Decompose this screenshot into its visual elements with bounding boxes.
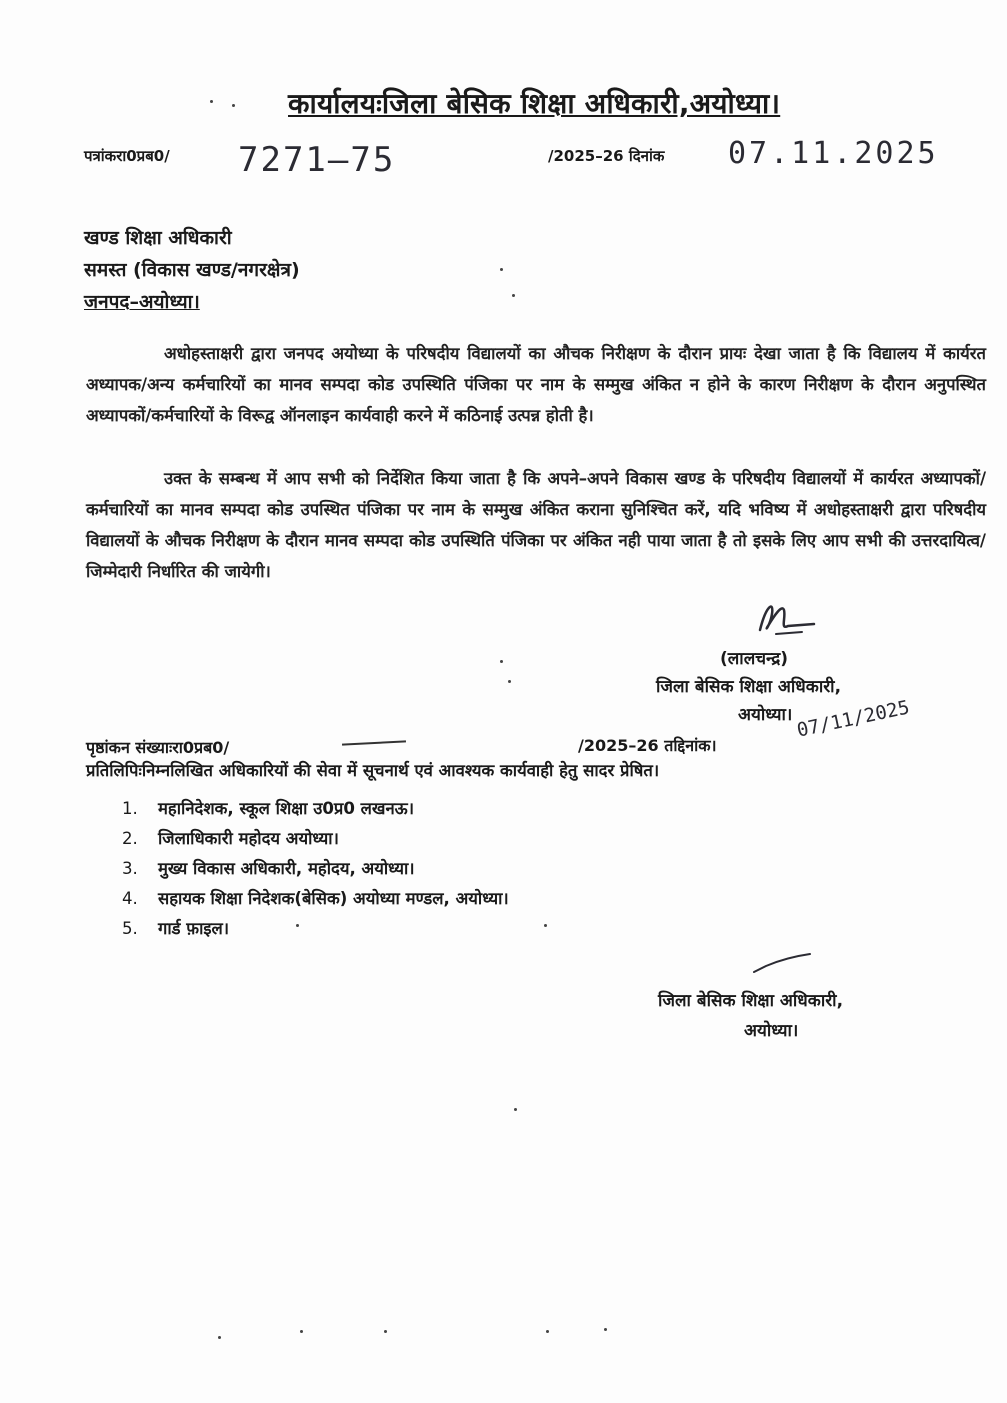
scan-speck bbox=[508, 680, 511, 683]
list-item-number: 3. bbox=[122, 859, 138, 878]
scan-speck bbox=[210, 100, 213, 103]
signatory-designation: जिला बेसिक शिक्षा अधिकारी, bbox=[656, 677, 842, 697]
signatory-city: अयोध्या। bbox=[738, 705, 793, 725]
copy-to-line: प्रतिलिपिःनिम्नलिखित अधिकारियों की सेवा में सूचनार्थ एवं आवश्यक कार्यवाही हेतु सादर प्रेषित। bbox=[86, 761, 660, 780]
scan-speck bbox=[300, 1330, 303, 1333]
body-paragraph-1: अधोहस्ताक्षरी द्वारा जनपद अयोध्या के परिषदीय विद्यालयों का औचक निरीक्षण के दौरान प्रायः देखा जाता है कि विद्यालय में कार्यरत अध्यापक/अन्य कर्मचारियों का मानव सम्पदा कोड उपस्थिति पंजिका पर नाम के सम्मुख अंकित न होने के कारण निरीक्षण के दौरान अनुपस्थित अध्यापकों/कर्मचारियों के विरूद्व ऑनलाइन कार्यवाही करने में कठिनाई उत्पन्न होती है। bbox=[86, 344, 986, 425]
signature-tick-mark bbox=[752, 952, 812, 976]
signature-date-handwritten: 07/11/2025 bbox=[794, 696, 912, 742]
list-item-text: गार्ड फ़ाइल। bbox=[158, 919, 230, 938]
list-item-text: जिलाधिकारी महोदय अयोध्या। bbox=[158, 829, 339, 848]
scan-speck bbox=[296, 924, 299, 927]
list-item-number: 5. bbox=[122, 919, 138, 938]
scan-speck bbox=[514, 1108, 517, 1111]
list-item bbox=[122, 886, 509, 909]
list-item bbox=[122, 796, 414, 819]
scan-speck bbox=[500, 660, 503, 663]
list-item-number: 2. bbox=[122, 829, 138, 848]
scan-speck bbox=[500, 268, 503, 271]
footer-designation: जिला बेसिक शिक्षा अधिकारी, bbox=[658, 991, 844, 1011]
list-item-text: मुख्य विकास अधिकारी, महोदय, अयोध्या। bbox=[158, 859, 415, 878]
scan-speck bbox=[546, 1330, 549, 1333]
addressee-line-3: जनपद–अयोध्या। bbox=[84, 291, 200, 313]
list-item-text: सहायक शिक्षा निदेशक(बेसिक) अयोध्या मण्डल, अयोध्या। bbox=[158, 889, 509, 908]
endorsement-dash bbox=[342, 740, 406, 745]
ref-label: पत्रांकरा0प्रब0/ bbox=[84, 147, 170, 165]
scan-speck bbox=[544, 924, 547, 927]
list-item-number: 1. bbox=[122, 799, 138, 818]
endorsement-label: पृष्ठांकन संख्याःरा0प्रब0/ bbox=[86, 738, 230, 757]
scan-speck bbox=[512, 294, 515, 297]
footer-city: अयोध्या। bbox=[744, 1021, 799, 1041]
scan-speck bbox=[232, 104, 235, 107]
office-title: कार्यालयःजिला बेसिक शिक्षा अधिकारी,अयोध्या। bbox=[288, 87, 781, 120]
scan-speck bbox=[218, 1336, 221, 1339]
addressee-line-1: खण्ड शिक्षा अधिकारी bbox=[84, 227, 232, 249]
body-paragraph-2: उक्त के सम्बन्ध में आप सभी को निर्देशित किया जाता है कि अपने–अपने विकास खण्ड के परिषदीय विद्यालयों में कार्यरत अध्यापकों/कर्मचारियों का मानव सम्पदा कोड उपस्थित पंजिका पर नाम के सम्मुख अंकित कराना सुनिश्चित करें, यदि भविष्य में अधोहस्ताक्षरी द्वारा परिषदीय विद्यालयों के औचक निरीक्षण के दौरान मानव सम्पदा कोड उपस्थिति पंजिका पर अंकित नही पाया जाता है तो इसके लिए आप सभी की उत्तरदायित्व/जिम्मेदारी निर्धारित की जायेगी। bbox=[86, 469, 986, 581]
list-item bbox=[122, 856, 415, 879]
scan-speck bbox=[604, 1328, 607, 1331]
signature-mark bbox=[752, 596, 822, 640]
ref-number-handwritten: 7271–75 bbox=[238, 140, 396, 180]
list-item-text: महानिदेशक, स्कूल शिक्षा उ0प्र0 लखनऊ। bbox=[158, 799, 414, 818]
list-item bbox=[122, 826, 339, 849]
ref-date-handwritten: 07.11.2025 bbox=[728, 136, 939, 171]
addressee-line-2: समस्त (विकास खण्ड/नगरक्षेत्र) bbox=[84, 259, 300, 281]
list-item-number: 4. bbox=[122, 889, 138, 908]
endorsement-year: /2025–26 तद्दिनांक। bbox=[578, 736, 717, 755]
scan-speck bbox=[384, 1330, 387, 1333]
ref-year-date-label: /2025–26 दिनांक bbox=[548, 147, 665, 165]
list-item bbox=[122, 916, 229, 939]
signatory-name: (लालचन्द्र) bbox=[720, 649, 789, 669]
